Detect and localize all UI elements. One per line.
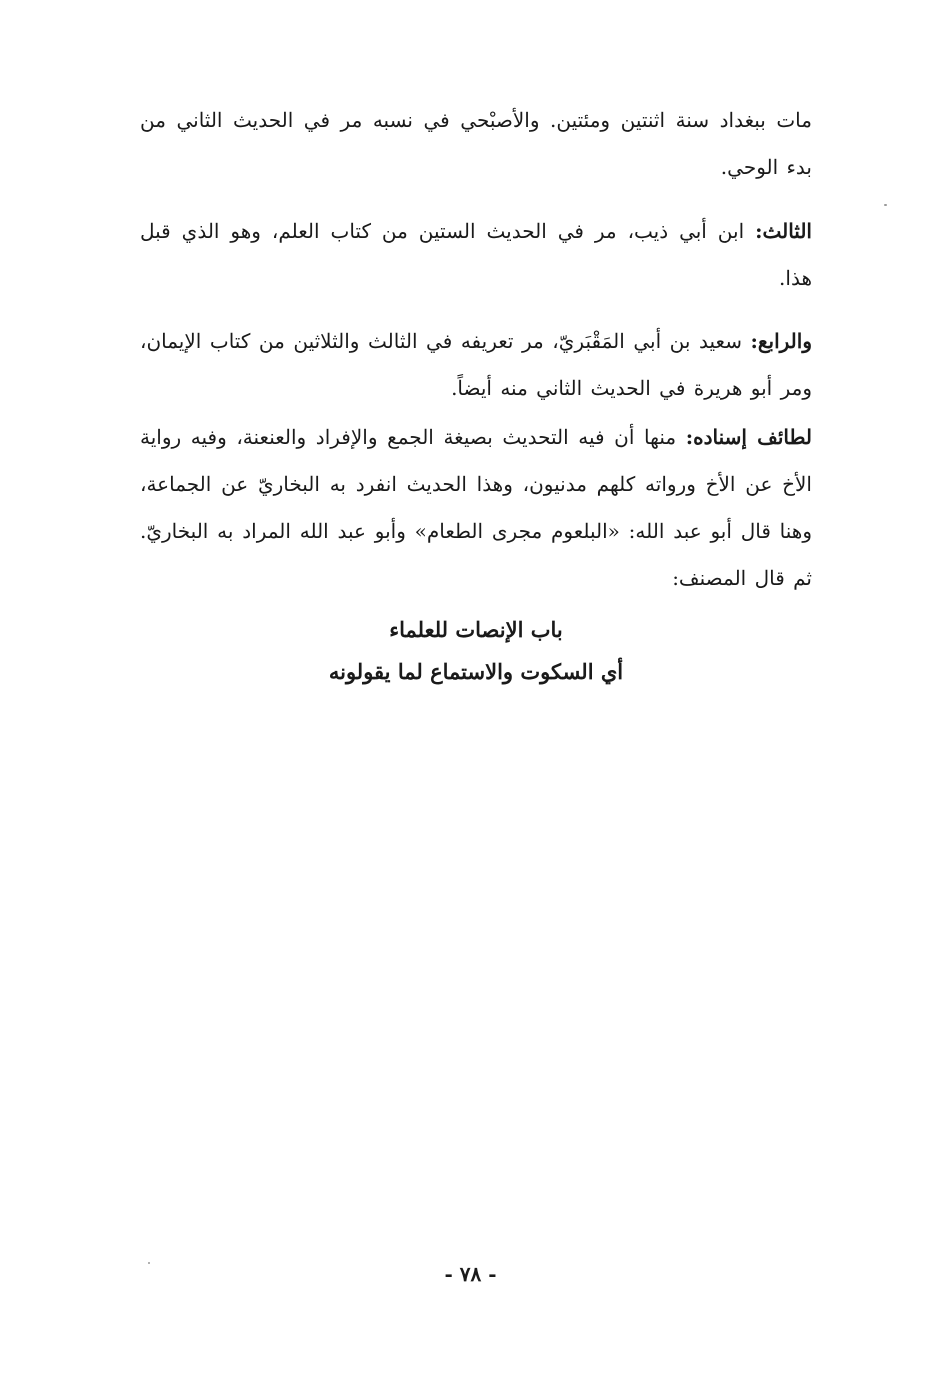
paragraph-lead: والرابع: bbox=[750, 329, 812, 353]
paragraph-fourth-narrator bbox=[140, 318, 812, 412]
scan-speck bbox=[148, 1262, 150, 1264]
paragraph-isnad-notes bbox=[140, 414, 812, 602]
scan-speck bbox=[884, 204, 887, 206]
paragraph-text: منها أن فيه التحديث بصيغة الجمع والإفراد والعنعنة، وفيه رواية الأخ عن الأخ ورواته كلهم مدنيون، وهذا الحديث انفرد به البخاريّ عن الجماعة، وهنا قال أبو عبد الله: «البلعوم مجرى الطعام» وأبو عبد الله المراد به البخاريّ. ثم قال المصنف: bbox=[140, 425, 813, 590]
paragraph-lead: الثالث: bbox=[755, 219, 812, 243]
chapter-subtitle: أي السكوت والاستماع لما يقولونه bbox=[328, 659, 624, 684]
paragraph-text: ابن أبي ذيب، مر في الحديث الستين من كتاب العلم، وهو الذي قبل هذا. bbox=[140, 219, 812, 290]
paragraph-third-narrator bbox=[140, 208, 812, 302]
paragraph-continuation bbox=[140, 97, 812, 191]
paragraph-lead: لطائف إسناده: bbox=[685, 425, 812, 449]
chapter-title: باب الإنصات للعلماء bbox=[389, 617, 563, 642]
page-number: - ٧٨ - bbox=[444, 1262, 497, 1286]
paragraph-text: مات ببغداد سنة اثنتين ومئتين. والأصبْحي في نسبه مر في الحديث الثاني من بدء الوحي. bbox=[140, 108, 812, 179]
paragraph-text: سعيد بن أبي المَقْبَريّ، مر تعريفه في الثالث والثلاثين من كتاب الإيمان، ومر أبو هريرة في الحديث الثاني منه أيضاً. bbox=[140, 329, 812, 400]
